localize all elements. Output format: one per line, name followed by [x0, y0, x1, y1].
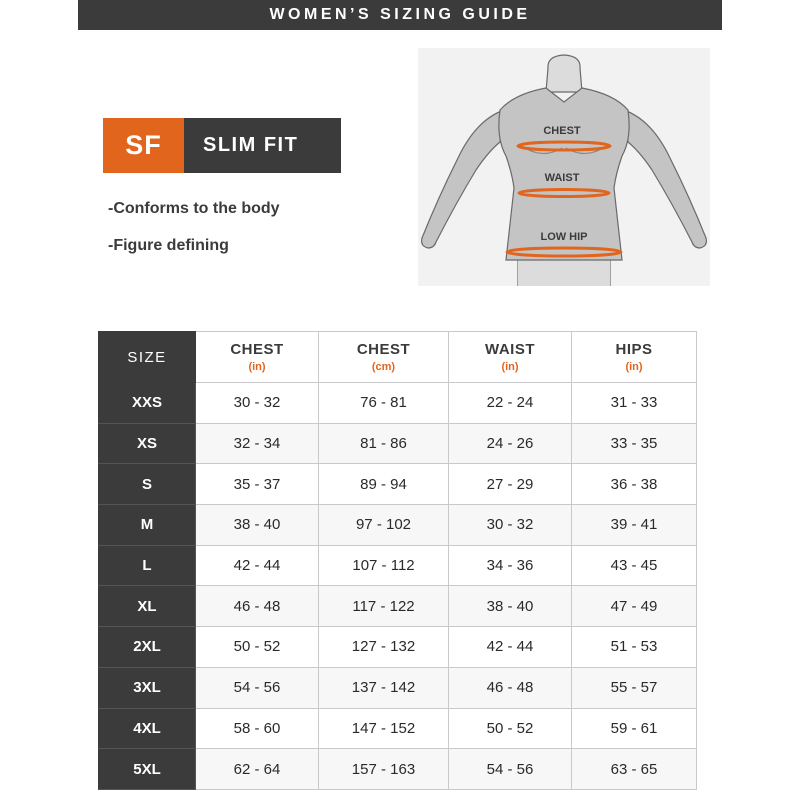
fit-code: SF [103, 118, 184, 173]
measurement-cell: 54 - 56 [449, 749, 572, 790]
body-measurement-diagram [418, 48, 710, 286]
measurement-cell: 47 - 49 [572, 586, 697, 627]
measurement-cell: 42 - 44 [449, 627, 572, 668]
feature-item: -Conforms to the body [108, 200, 280, 217]
column-header [319, 332, 449, 383]
column-label: CHEST [230, 341, 284, 358]
measurement-cell: 51 - 53 [572, 627, 697, 668]
size-label-cell: M [99, 505, 196, 546]
size-column-header: SIZE [99, 332, 196, 383]
column-unit: (in) [501, 361, 519, 373]
measurement-cell: 76 - 81 [319, 383, 449, 424]
table-row [99, 464, 697, 505]
measurement-cell: 63 - 65 [572, 749, 697, 790]
column-label: HIPS [615, 341, 653, 358]
column-label: WAIST [485, 341, 535, 358]
size-label-cell: 2XL [99, 627, 196, 668]
measurement-cell: 157 - 163 [319, 749, 449, 790]
size-label-cell: XS [99, 423, 196, 464]
measurement-cell: 127 - 132 [319, 627, 449, 668]
size-label-cell: 5XL [99, 749, 196, 790]
measurement-cell: 42 - 44 [196, 545, 319, 586]
column-unit: (cm) [371, 361, 396, 373]
fit-name: SLIM FIT [184, 118, 341, 173]
measurement-cell: 97 - 102 [319, 505, 449, 546]
measurement-cell: 35 - 37 [196, 464, 319, 505]
mannequin-illustration [418, 48, 710, 286]
measurement-cell: 81 - 86 [319, 423, 449, 464]
measurement-cell: 39 - 41 [572, 505, 697, 546]
table-row [99, 708, 697, 749]
measurement-cell: 31 - 33 [572, 383, 697, 424]
table-row [99, 423, 697, 464]
measurement-cell: 46 - 48 [449, 667, 572, 708]
fit-badge [103, 118, 341, 173]
column-unit: (in) [248, 361, 266, 373]
measurement-cell: 27 - 29 [449, 464, 572, 505]
page-title: WOMEN’S SIZING GUIDE [269, 6, 531, 23]
low-hip-label: LOW HIP [540, 231, 588, 243]
size-label-cell: XXS [99, 383, 196, 424]
size-label-cell: XL [99, 586, 196, 627]
garment-left-sleeve [422, 110, 504, 248]
measurement-cell: 117 - 122 [319, 586, 449, 627]
measurement-cell: 30 - 32 [196, 383, 319, 424]
size-label-cell: 3XL [99, 667, 196, 708]
mannequin-neck [546, 55, 582, 92]
measurement-cell: 34 - 36 [449, 545, 572, 586]
measurement-cell: 38 - 40 [196, 505, 319, 546]
column-header [572, 332, 697, 383]
column-unit: (in) [625, 361, 643, 373]
size-label-cell: 4XL [99, 708, 196, 749]
table-row [99, 586, 697, 627]
measurement-cell: 137 - 142 [319, 667, 449, 708]
column-header [449, 332, 572, 383]
measurement-cell: 24 - 26 [449, 423, 572, 464]
size-label-cell: S [99, 464, 196, 505]
measurement-cell: 55 - 57 [572, 667, 697, 708]
measurement-cell: 50 - 52 [196, 627, 319, 668]
column-header [196, 332, 319, 383]
measurement-cell: 22 - 24 [449, 383, 572, 424]
mannequin-lower-body [518, 260, 610, 286]
measurement-cell: 50 - 52 [449, 708, 572, 749]
measurement-cell: 58 - 60 [196, 708, 319, 749]
measurement-cell: 54 - 56 [196, 667, 319, 708]
table-row [99, 545, 697, 586]
column-label: CHEST [356, 341, 411, 358]
size-chart-table [98, 331, 697, 790]
table-row [99, 505, 697, 546]
measurement-cell: 46 - 48 [196, 586, 319, 627]
measurement-cell: 147 - 152 [319, 708, 449, 749]
table-header-row [99, 332, 697, 383]
feature-item: -Figure defining [108, 237, 229, 254]
waist-label: WAIST [544, 172, 580, 184]
measurement-cell: 89 - 94 [319, 464, 449, 505]
measurement-cell: 30 - 32 [449, 505, 572, 546]
size-label-cell: L [99, 545, 196, 586]
measurement-cell: 32 - 34 [196, 423, 319, 464]
measurement-cell: 59 - 61 [572, 708, 697, 749]
table-row [99, 627, 697, 668]
table-row [99, 667, 697, 708]
chest-label: CHEST [543, 125, 581, 137]
measurement-cell: 33 - 35 [572, 423, 697, 464]
garment-right-sleeve [624, 110, 706, 248]
table-row [99, 749, 697, 790]
measurement-cell: 62 - 64 [196, 749, 319, 790]
table-row [99, 383, 697, 424]
measurement-cell: 43 - 45 [572, 545, 697, 586]
measurement-cell: 38 - 40 [449, 586, 572, 627]
measurement-cell: 36 - 38 [572, 464, 697, 505]
header-bar [78, 0, 722, 30]
measurement-cell: 107 - 112 [319, 545, 449, 586]
